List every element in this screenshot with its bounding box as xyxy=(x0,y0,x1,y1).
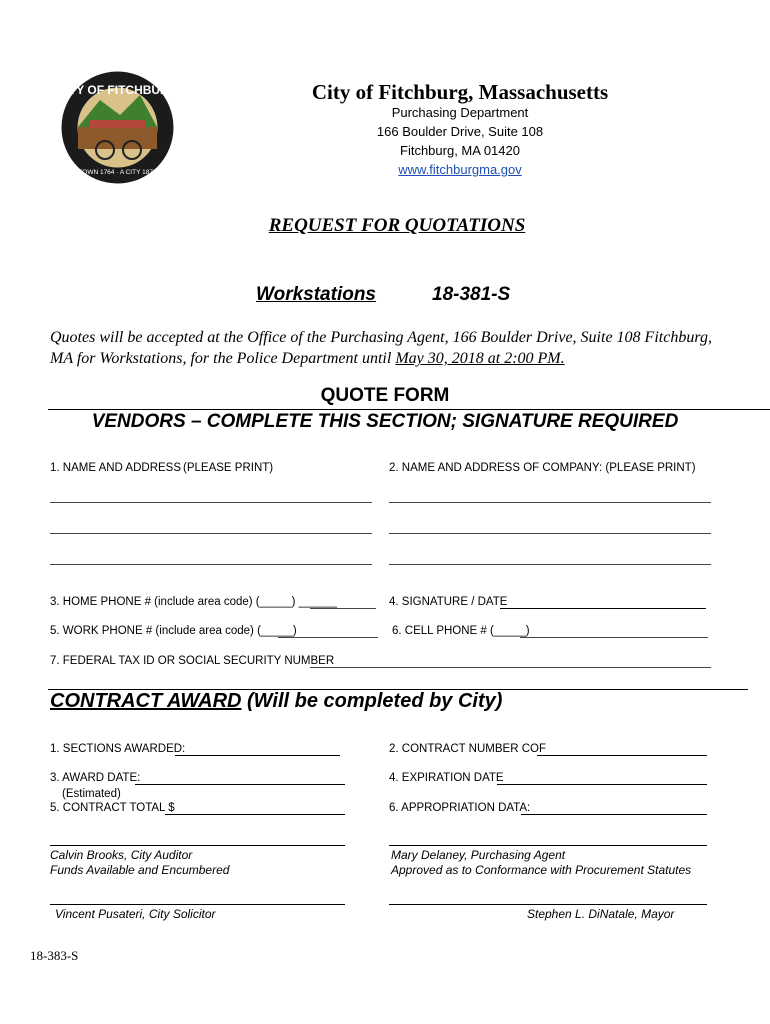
address-line-2: Fitchburg, MA 01420 xyxy=(400,143,520,158)
contract-award-title: CONTRACT AWARD (Will be completed by City) xyxy=(50,690,503,712)
auditor-role: Funds Available and Encumbered xyxy=(50,863,230,877)
award-date-line[interactable] xyxy=(135,784,345,785)
document-number: 18-383-S xyxy=(30,948,79,963)
website-link[interactable]: www.fitchburgma.gov xyxy=(398,162,522,177)
quote-form-title: QUOTE FORM xyxy=(320,385,450,406)
rfq-title: REQUEST FOR QUOTATIONS xyxy=(268,215,526,236)
tax-id-label: 7. FEDERAL TAX ID OR SOCIAL SECURITY NUMBER xyxy=(50,655,335,667)
company-line-3[interactable] xyxy=(389,564,711,565)
auditor-signature-line[interactable] xyxy=(50,845,345,846)
rfq-notice-text: Quotes will be accepted at the Office of the Purchasing Agent, 166 Boulder Drive, Suite 108 Fitchburg, MA for Workstations, for the Police Department until xyxy=(50,329,712,367)
city-title: City of Fitchburg, Massachusetts xyxy=(311,80,609,104)
name-address-line-2[interactable] xyxy=(50,533,372,534)
contract-total-label: 5. CONTRACT TOTAL $ xyxy=(50,802,175,814)
expiration-date-line[interactable] xyxy=(497,784,707,785)
work-phone-line[interactable] xyxy=(278,637,378,638)
quote-form-subtitle: VENDORS – COMPLETE THIS SECTION; SIGNATURE REQUIRED xyxy=(91,411,679,432)
sections-awarded-line[interactable] xyxy=(175,755,340,756)
signature-date-line[interactable] xyxy=(500,608,706,609)
solicitor-signature-line[interactable] xyxy=(50,904,345,905)
rfq-notice xyxy=(50,327,720,369)
auditor-name: Calvin Brooks, City Auditor xyxy=(50,848,193,862)
rfq-number: 18-381-S xyxy=(432,284,511,305)
home-phone-label: 3. HOME PHONE # (include area code) (_____) ______ xyxy=(50,596,338,608)
contract-number-label: 2. CONTRACT NUMBER COF xyxy=(389,743,546,755)
mayor-signature-line[interactable] xyxy=(389,904,707,905)
signature-date-label: 4. SIGNATURE / DATE xyxy=(389,596,508,608)
appropriation-data-line[interactable] xyxy=(521,814,707,815)
field-company-label: 2. NAME AND ADDRESS OF COMPANY: (PLEASE PRINT) xyxy=(389,462,696,474)
work-phone-label: 5. WORK PHONE # (include area code) (_____) xyxy=(50,625,297,637)
department-name: Purchasing Department xyxy=(391,105,529,120)
agent-role: Approved as to Conformance with Procurement Statutes xyxy=(391,863,692,877)
appropriation-data-label: 6. APPROPRIATION DATA: xyxy=(389,802,531,814)
rfq-item: Workstations xyxy=(256,284,377,305)
award-date-note: (Estimated) xyxy=(62,788,121,800)
solicitor-name: Vincent Pusateri, City Solicitor xyxy=(55,907,216,921)
address-line-1: 166 Boulder Drive, Suite 108 xyxy=(376,124,544,139)
mayor-name: Stephen L. DiNatale, Mayor xyxy=(527,907,675,921)
home-phone-line[interactable] xyxy=(310,608,376,609)
expiration-date-label: 4. EXPIRATION DATE xyxy=(389,772,504,784)
company-line-1[interactable] xyxy=(389,502,711,503)
cell-phone-line[interactable] xyxy=(520,637,708,638)
field-name-address-note: (PLEASE PRINT) xyxy=(183,462,274,474)
sections-awarded-label: 1. SECTIONS AWARDED: xyxy=(50,743,186,755)
rfq-deadline: May 30, 2018 at 2:00 PM. xyxy=(395,350,565,367)
name-address-line-3[interactable] xyxy=(50,564,372,565)
agent-name: Mary Delaney, Purchasing Agent xyxy=(391,848,566,862)
divider xyxy=(48,409,770,410)
tax-id-line[interactable] xyxy=(310,667,711,668)
svg-text:TOWN 1764 · A CITY 1872: TOWN 1764 · A CITY 1872 xyxy=(78,169,157,176)
name-address-line-1[interactable] xyxy=(50,502,372,503)
field-name-address-label: 1. NAME AND ADDRESS xyxy=(50,462,182,474)
contract-total-line[interactable] xyxy=(165,814,345,815)
svg-text:CITY OF FITCHBURG: CITY OF FITCHBURG xyxy=(60,83,175,97)
agent-signature-line[interactable] xyxy=(389,845,707,846)
contract-number-line[interactable] xyxy=(537,755,707,756)
award-date-label: 3. AWARD DATE: xyxy=(50,772,141,784)
company-line-2[interactable] xyxy=(389,533,711,534)
cell-phone-label: 6. CELL PHONE # (_____) xyxy=(392,625,530,637)
